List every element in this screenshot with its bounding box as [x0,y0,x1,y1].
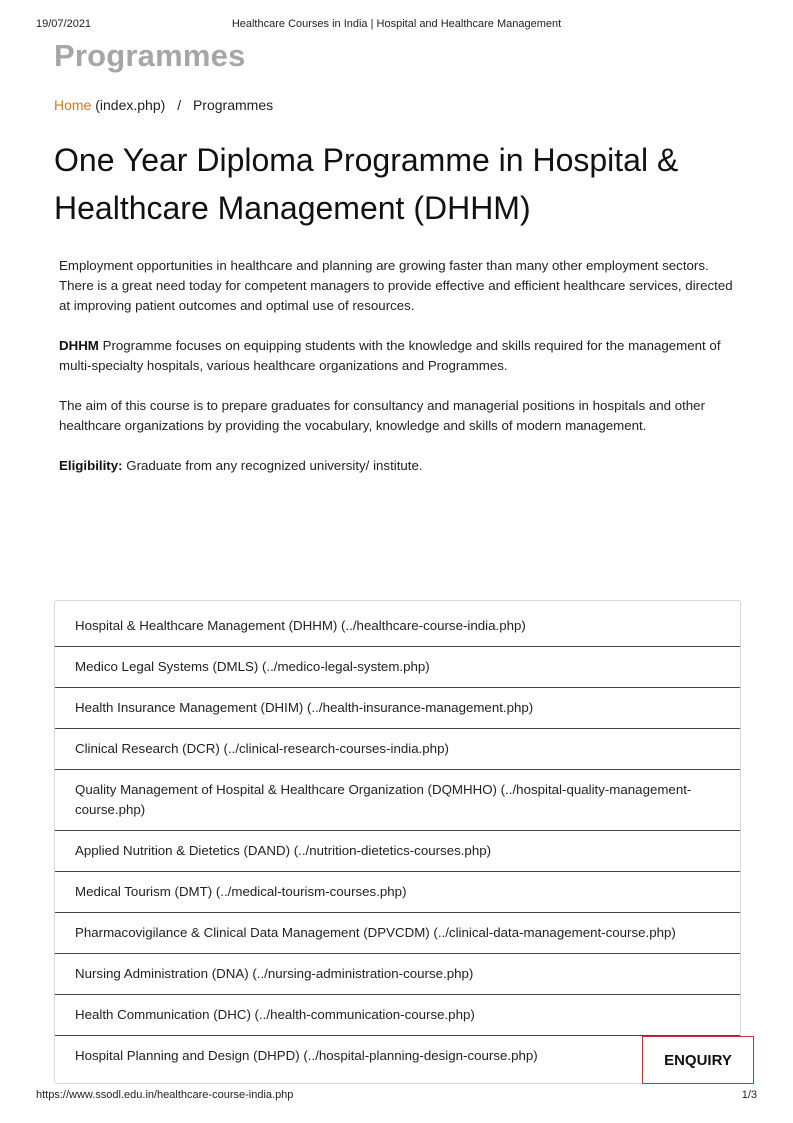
course-item-dpvcdm[interactable]: Pharmacovigilance & Clinical Data Management (DPVCDM) (../clinical-data-management-course.php) [55,913,740,954]
course-item-dna[interactable]: Nursing Administration (DNA) (../nursing-administration-course.php) [55,954,740,995]
breadcrumb-separator: / [177,97,182,113]
course-list [54,600,741,1084]
eligibility-label: Eligibility: [59,458,123,473]
print-document-title: Healthcare Courses in India | Hospital and Healthcare Management [231,18,562,30]
course-item-dhim[interactable]: Health Insurance Management (DHIM) (../health-insurance-management.php) [55,688,740,729]
eligibility-text: Graduate from any recognized university/ institute. [122,458,423,473]
description-paragraph-1: Employment opportunities in healthcare and planning are growing faster than many other employment sectors. There is a great need today for competent managers to provide effective and efficient healthcare services, directed at improving patient outcomes and optimal use of resources. [59,258,733,313]
print-url: https://www.ssodl.edu.in/healthcare-course-india.php [36,1089,294,1101]
section-title: Programmes [54,38,246,73]
course-item-dhhm[interactable]: Hospital & Healthcare Management (DHHM) (../healthcare-course-india.php) [55,601,740,647]
page-number: 1/3 [741,1089,757,1101]
course-item-dand[interactable]: Applied Nutrition & Dietetics (DAND) (../nutrition-dietetics-courses.php) [55,831,740,872]
paragraph-2-text: Programme focuses on equipping students with the knowledge and skills required for the management of multi-specialty hospitals, various healthcare organizations and Programmes. [59,338,721,373]
programme-description [59,256,739,496]
breadcrumb-home-link[interactable]: Home [54,97,92,113]
course-item-dcr[interactable]: Clinical Research (DCR) (../clinical-research-courses-india.php) [55,729,740,770]
print-footer [36,1089,757,1105]
description-paragraph-2 [59,336,739,376]
course-item-dmt[interactable]: Medical Tourism (DMT) (../medical-tourism-courses.php) [55,872,740,913]
course-item-dmls[interactable]: Medico Legal Systems (DMLS) (../medico-legal-system.php) [55,647,740,688]
print-header [36,18,757,34]
page-title: One Year Diploma Programme in Hospital & Healthcare Management (DHHM) [54,142,679,226]
description-paragraph-3: The aim of this course is to prepare graduates for consultancy and managerial positions in hospitals and other healthcare organizations by providing the vocabulary, knowledge and skills of modern management. [59,398,706,433]
course-item-dhc[interactable]: Health Communication (DHC) (../health-communication-course.php) [55,995,740,1036]
breadcrumb-home-href: (index.php) [95,97,166,113]
course-item-dhpd[interactable]: Hospital Planning and Design (DHPD) (../hospital-planning-design-course.php) [75,1048,538,1063]
print-date: 19/07/2021 [36,18,92,30]
breadcrumb-current: Programmes [192,97,274,113]
breadcrumb [54,97,273,113]
course-item-dqmhho[interactable]: Quality Management of Hospital & Healthcare Organization (DQMHHO) (../hospital-quality-management-course.php) [55,770,740,831]
programme-acronym: DHHM [59,338,99,353]
enquiry-button[interactable]: ENQUIRY [642,1036,754,1084]
eligibility [59,456,739,476]
